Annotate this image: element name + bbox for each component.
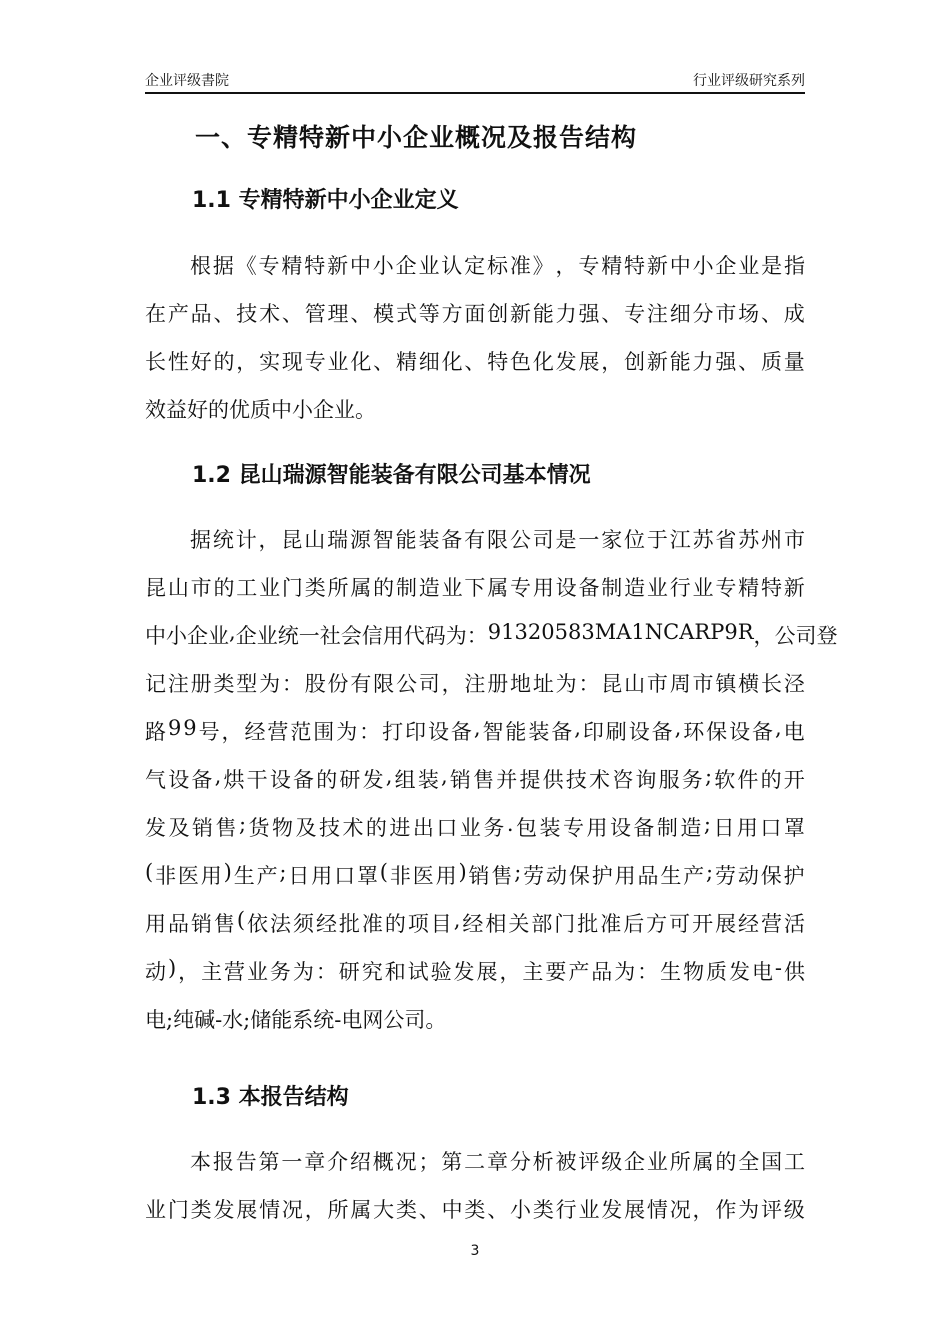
paragraph-line: 根 据 《 专 精 特 新 中 小 企 业 认 定 标 准 》 ， 专 精 特 新 中 小 企 业 是 指	[190, 254, 805, 278]
paragraph-line: 在 产 品 、 技 术 、 管 理 、 模 式 等 方 面 创 新 能 力 强 、 专 注 细 分 市 场 、 成	[145, 302, 805, 326]
paragraph-line: 记 注 册 类 型 为 ： 股 份 有 限 公 司 ， 注 册 地 址 为 ： 昆 山 市 周 市 镇 横 长 泾	[145, 672, 805, 696]
header-right-title: 行业评级研究系列	[693, 73, 805, 89]
paragraph-line: 用 品 销 售 ( 依 法 须 经 批 准 的 项 目 , 经 相 关 部 门 批 准 后 方 可 开 展 经 营 活	[145, 908, 805, 936]
paragraph-line: 昆 山 市 的 工 业 门 类 所 属 的 制 造 业 下 属 专 用 设 备 制 造 业 行 业 专 精 特 新	[145, 576, 805, 600]
paragraph-line: 气 设 备 , 烘 干 设 备 的 研 发 , 组 装 , 销 售 并 提 供 技 术 咨 询 服 务 ; 软 件 的 开	[145, 764, 805, 792]
paragraph-line: 电;纯碱-水;储能系统-电网公司。	[145, 1008, 447, 1032]
paragraph-line: 本 报 告 第 一 章 介 绍 概 况 ； 第 二 章 分 析 被 评 级 企 业 所 属 的 全 国 工	[190, 1150, 805, 1174]
paragraph-line: 长 性 好 的 ， 实 现 专 业 化 、 精 细 化 、 特 色 化 发 展 ， 创 新 能 力 强 、 质 量	[145, 350, 805, 374]
paragraph-line: 效益好的优质中小企业。	[145, 398, 376, 422]
paragraph-line: 动 ) ， 主 营 业 务 为 ： 研 究 和 试 验 发 展 ， 主 要 产 品 为 ： 生 物 质 发 电 - 供	[145, 956, 805, 984]
page-header	[145, 66, 805, 94]
section-heading-1-1: 1.1 专精特新中小企业定义	[192, 188, 459, 213]
paragraph-line: ( 非 医 用 ) 生 产 ; 日 用 口 罩 ( 非 医 用 ) 销 售 ; 劳 动 保 护 用 品 生 产 ; 劳 动 保 护	[145, 860, 805, 888]
paragraph-line: 业 门 类 发 展 情 况 ， 所 属 大 类 、 中 类 、 小 类 行 业 发 展 情 况 ， 作 为 评 级	[145, 1198, 805, 1222]
paragraph-line: 路 9 9 号 ， 经 营 范 围 为 ： 打 印 设 备 , 智 能 装 备 , 印 刷 设 备 , 环 保 设 备 , 电	[145, 716, 805, 744]
header-left-title: 企业评级書院	[145, 73, 229, 89]
section-heading-1-2: 1.2 昆山瑞源智能装备有限公司基本情况	[192, 463, 591, 488]
paragraph-line: 发 及 销 售 ; 货 物 及 技 术 的 进 出 口 业 务 . 包 装 专 用 设 备 制 造 ; 日 用 口 罩	[145, 812, 805, 840]
chapter-title: 一、专精特新中小企业概况及报告结构	[195, 123, 638, 152]
section-heading-1-3: 1.3 本报告结构	[192, 1085, 349, 1110]
paragraph-line: 中 小 企 业 , 企 业 统 一 社 会 信 用 代 码 为 ： 9 1 3 2 0 5 8 3 M A 1 N C A R P 9 R ， 公 司 登	[145, 620, 838, 648]
page-number: 3	[470, 1243, 480, 1259]
paragraph-line: 据 统 计 ， 昆 山 瑞 源 智 能 装 备 有 限 公 司 是 一 家 位 于 江 苏 省 苏 州 市	[190, 528, 805, 552]
